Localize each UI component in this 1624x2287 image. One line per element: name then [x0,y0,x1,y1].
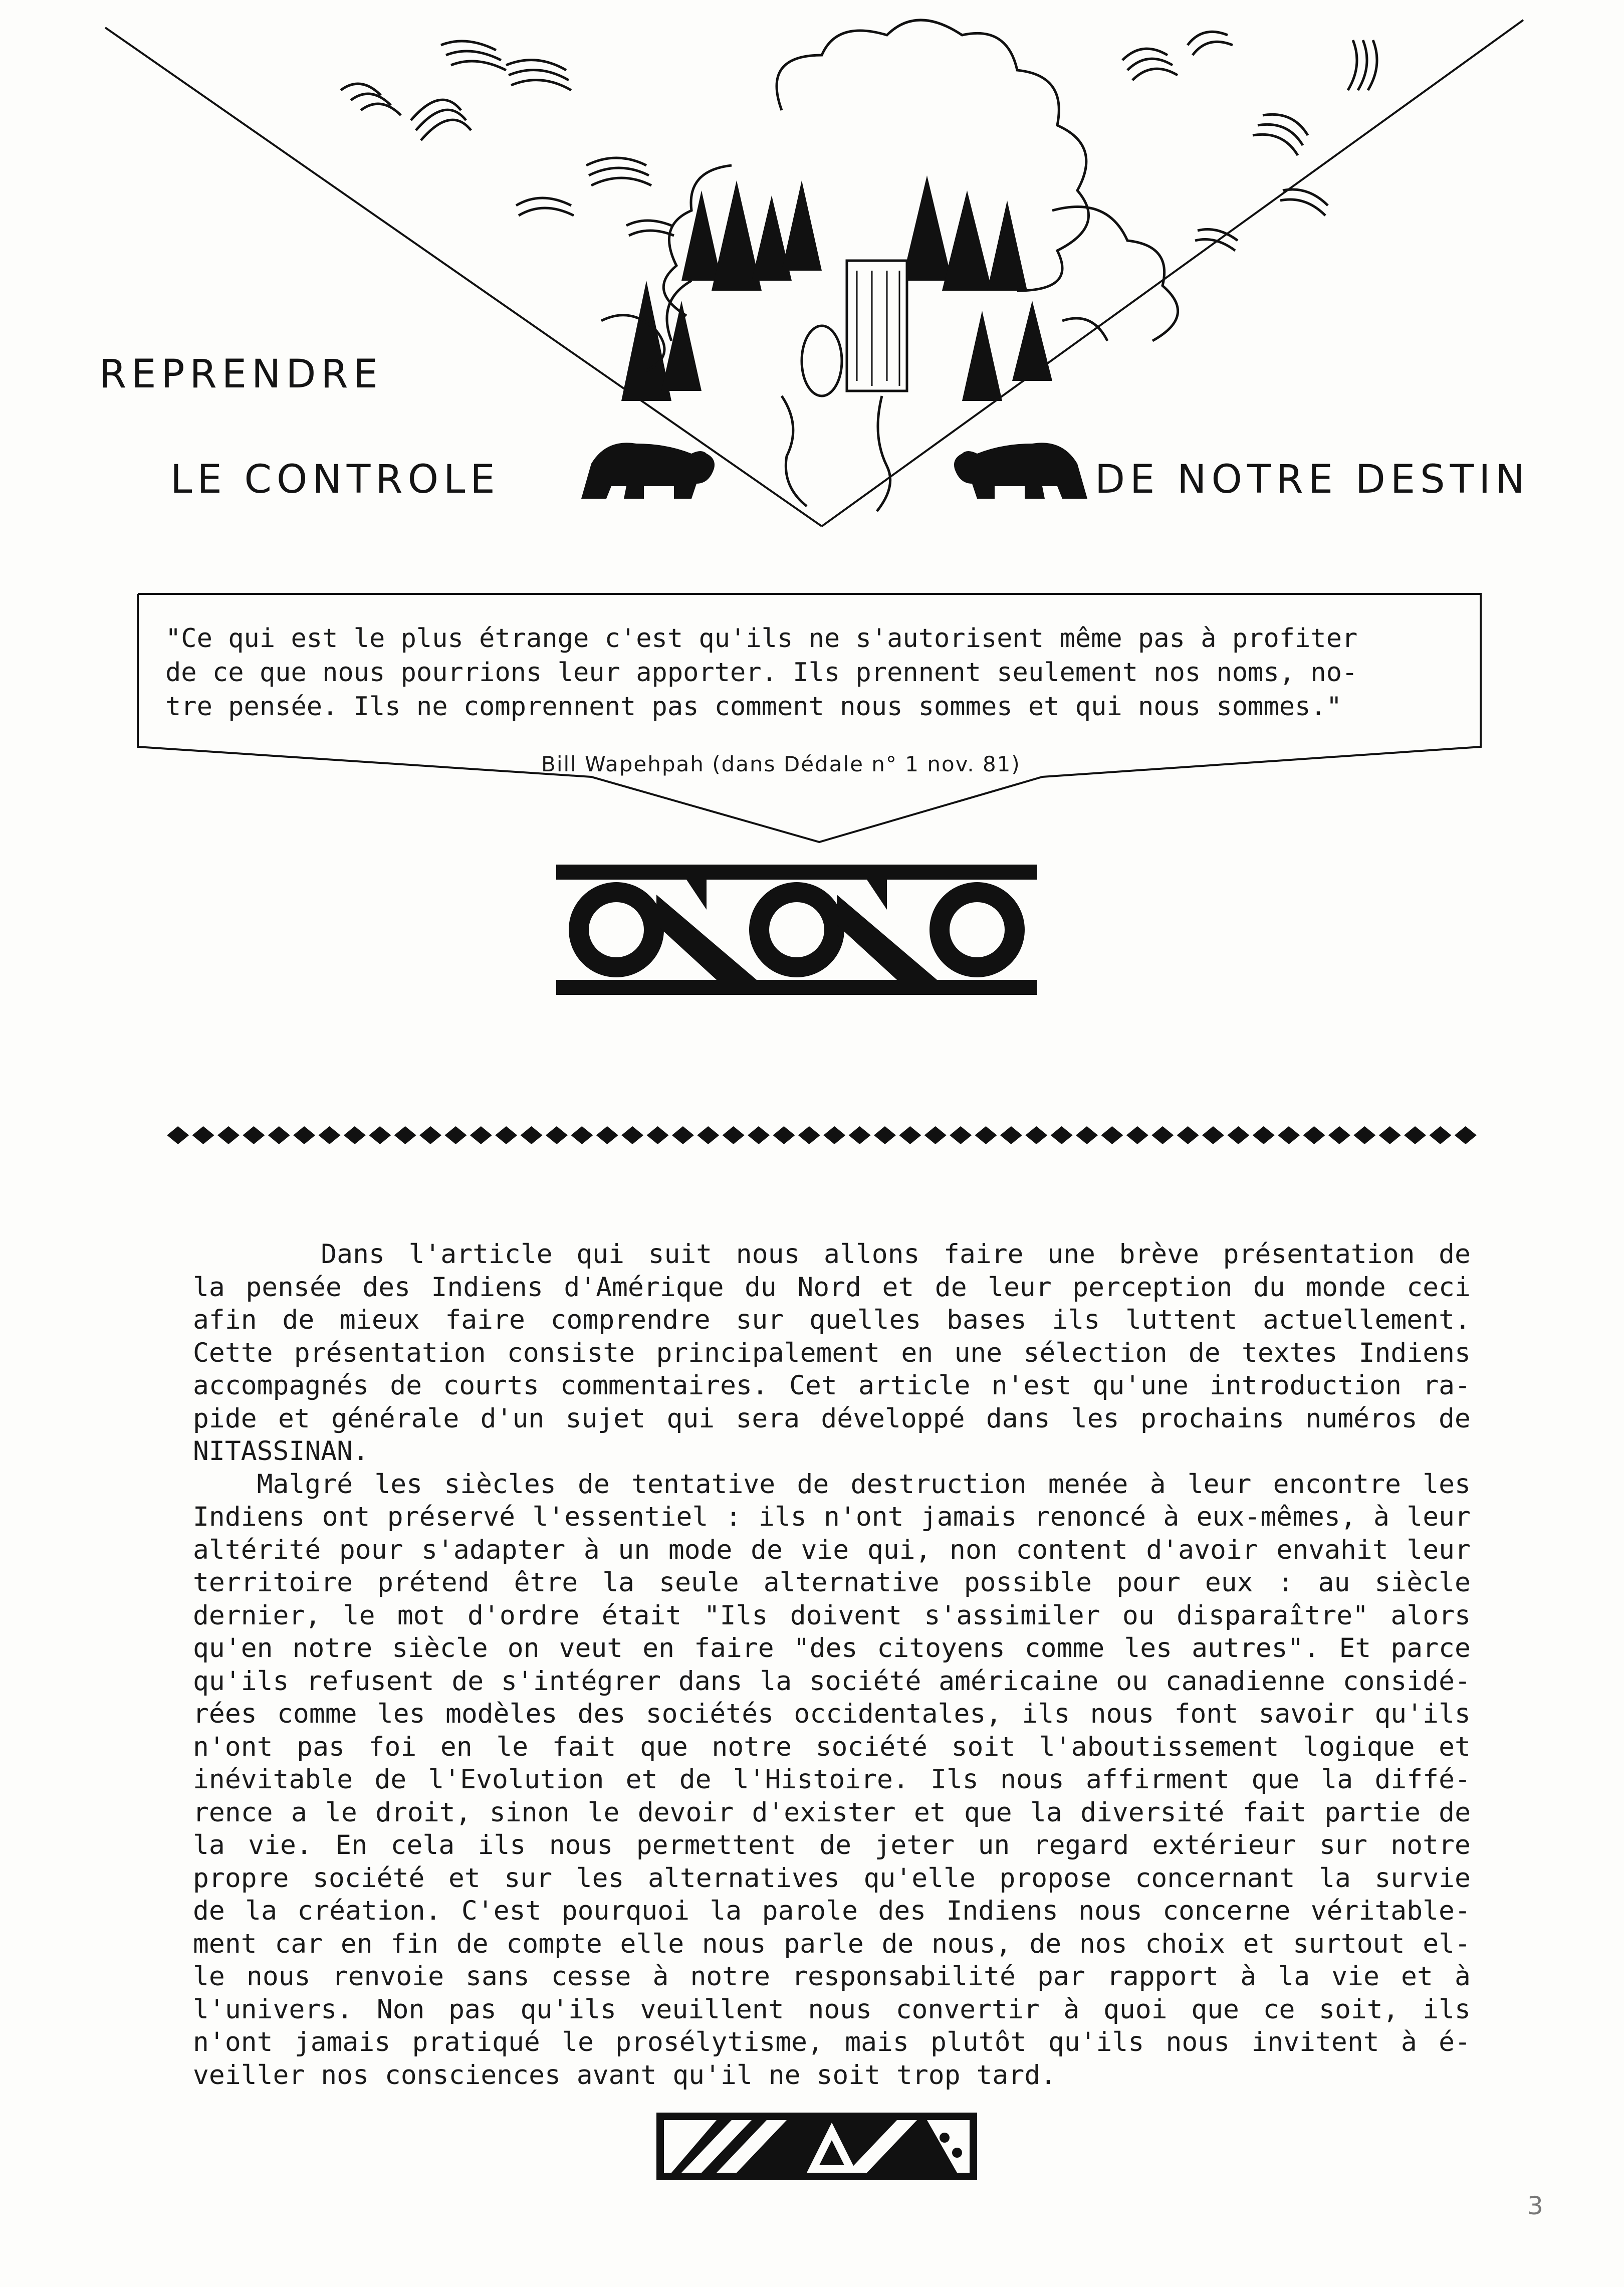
article-line: Indiens ont préservé l'essentiel : ils n'ont jamais renoncé à eux-mêmes, à leur [193,1502,1471,1532]
page-number: 3 [1527,2191,1543,2220]
diamond-mark [546,1126,568,1144]
quote-line: "Ce qui est le plus étrange c'est qu'ils ne s'autorisent même pas à profiter [165,623,1358,654]
diamond-mark [394,1126,416,1144]
diamond-mark [521,1126,543,1144]
diamond-mark [1051,1126,1073,1144]
diamond-mark [495,1126,517,1144]
diamond-mark [975,1126,997,1144]
article-line: n'ont pas foi en le fait que notre société soit l'aboutissement logique et [193,1731,1471,1762]
quote-attribution: Bill Wapehpah (dans Dédale n° 1 nov. 81) [541,752,1021,776]
diamond-mark [1253,1126,1275,1144]
diamond-mark [697,1126,719,1144]
diamond-mark [217,1126,240,1144]
article-line: la vie. En cela ils nous permettent de jeter un regard extérieur sur notre [193,1830,1471,1860]
article-line: propre société et sur les alternatives qu'elle propose concernant la survie [193,1862,1471,1894]
article-line: accompagnés de courts commentaires. Cet article n'est qu'une introduction ra- [193,1370,1471,1401]
article-line: la pensée des Indiens d'Amérique du Nord et de leur perception du monde ceci [193,1272,1471,1303]
diamond-mark [1379,1126,1401,1144]
diamond-mark [344,1126,366,1144]
diamond-mark [268,1126,290,1144]
diamond-mark [571,1126,593,1144]
diamond-mark [470,1126,492,1144]
article-line: afin de mieux faire comprendre sur quelles bases ils luttent actuellement. [193,1305,1471,1335]
diamond-mark [874,1126,896,1144]
diamond-mark [319,1126,341,1144]
diamond-mark [1177,1126,1199,1144]
article-line: rence a le droit, sinon le devoir d'exister et que la diversité fait partie de [193,1797,1471,1828]
article-line: ment car en fin de compte elle nous parle de nous, de nos choix et surtout el- [193,1928,1471,1959]
diamond-mark [419,1126,441,1144]
diamond-mark [167,1126,189,1144]
diamond-mark [849,1126,871,1144]
diamond-mark [1429,1126,1451,1144]
diamond-mark [1126,1126,1148,1144]
diamond-mark [1000,1126,1022,1144]
article-line: qu'en notre siècle on veut en faire "des citoyens comme les autres". Et parce [193,1633,1471,1664]
quote-line: tre pensée. Ils ne comprennent pas comment nous sommes et qui nous sommes." [165,692,1342,722]
diamond-mark [1101,1126,1123,1144]
article-line: qu'ils refusent de s'intégrer dans la société américaine ou canadienne considé- [193,1666,1471,1697]
article-line: l'univers. Non pas qu'ils veuillent nous convertir à quoi que ce soit, ils [193,1994,1471,2025]
article-line: le nous renvoie sans cesse à notre responsabilité par rapport à la vie et à [193,1961,1471,1992]
diamond-mark [823,1126,845,1144]
diamond-mark [444,1126,467,1144]
article-line: territoire prétend être la seule alternative possible pour eux : au siècle [193,1567,1471,1598]
pattern-band-ornament [556,865,1037,995]
article-line: Dans l'article qui suit nous allons faire une brève présentation de [193,1239,1471,1270]
diamond-divider [165,1125,1478,1145]
article-line: inévitable de l'Evolution et de l'Histoire. Ils nous affirment que la diffé- [193,1764,1471,1795]
title-line-2-left: LE CONTROLE [170,457,500,502]
diamond-mark [924,1126,947,1144]
diamond-mark [369,1126,391,1144]
title-line-2-right: DE NOTRE DESTIN [1095,457,1530,502]
article-line: de la création. C'est pourquoi la parole des Indiens nous concerne véritable- [193,1896,1471,1926]
diamond-mark [596,1126,618,1144]
diamond-mark [1025,1126,1047,1144]
diamond-mark [293,1126,315,1144]
diamond-mark [1076,1126,1098,1144]
diamond-mark [1404,1126,1426,1144]
article-line: Malgré les siècles de tentative de destruction menée à leur encontre les [193,1469,1471,1500]
diamond-mark [647,1126,669,1144]
diamond-mark [723,1126,745,1144]
quote-line: de ce que nous pourrions leur apporter. Ils prennent seulement nos noms, no- [165,658,1358,688]
bottom-pattern-ornament [656,2113,977,2180]
diamond-mark [899,1126,921,1144]
diamond-mark [1227,1126,1249,1144]
article-line: dernier, le mot d'ordre était "Ils doivent s'assimiler ou disparaître" alors [193,1600,1471,1631]
article-line: Cette présentation consiste principalement en une sélection de textes Indiens [193,1337,1471,1368]
diamond-mark [773,1126,795,1144]
title-line-1: REPRENDRE [99,352,383,397]
diamond-mark [621,1126,643,1144]
diamond-mark [798,1126,820,1144]
article-line: pide et générale d'un sujet qui sera développé dans les prochains numéros de [193,1403,1471,1434]
diamond-mark [1278,1126,1300,1144]
diamond-mark [950,1126,972,1144]
diamond-mark [243,1126,265,1144]
article-line: NITASSINAN. [193,1436,369,1467]
article-line: rées comme les modèles des sociétés occidentales, ils nous font savoir qu'ils [193,1699,1471,1729]
diamond-mark [192,1126,214,1144]
diamond-mark [1151,1126,1174,1144]
diamond-mark [748,1126,770,1144]
diamond-mark [1328,1126,1350,1144]
quote-box-frame [0,0,1624,852]
diamond-mark [1303,1126,1325,1144]
article-line: n'ont jamais pratiqué le prosélytisme, mais plutôt qu'ils nous invitent à é- [193,2027,1471,2057]
article-line: altérité pour s'adapter à un mode de vie qui, non content d'avoir envahit leur [193,1534,1471,1565]
quote-text [165,621,1448,724]
article-body [193,1238,1471,2092]
article-line: veiller nos consciences avant qu'il ne soit trop tard. [193,2059,1057,2091]
diamond-mark [1202,1126,1224,1144]
diamond-mark [672,1126,694,1144]
diamond-mark [1353,1126,1375,1144]
diamond-mark [1455,1126,1477,1144]
